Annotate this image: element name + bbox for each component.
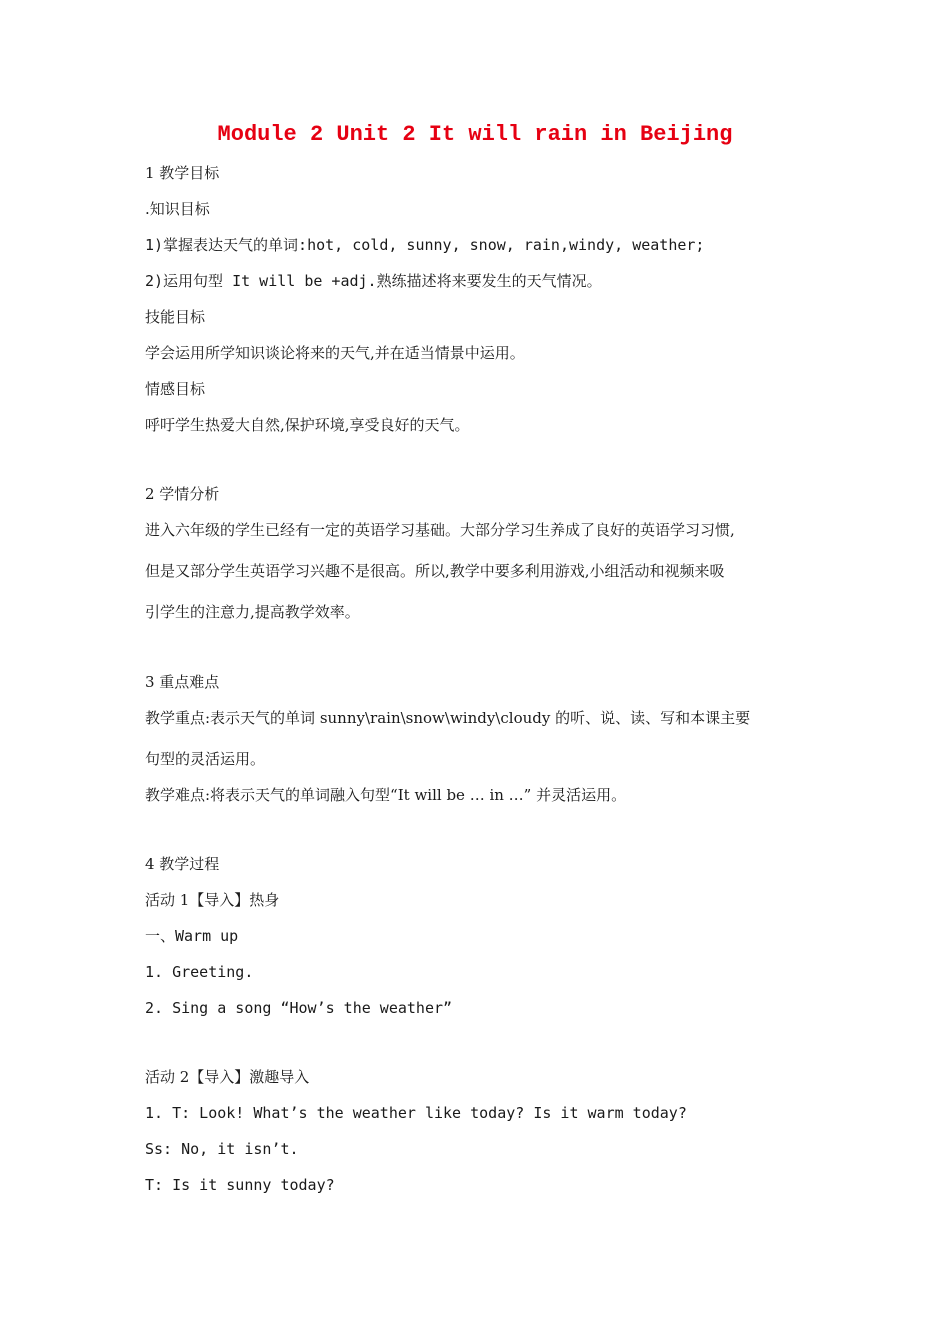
activity-1-label: 活动 1【导入】热身 — [145, 891, 280, 909]
activity-2-teacher-question: T: Is it sunny today? — [145, 1176, 335, 1194]
activity-1-item-1: 1. Greeting. — [145, 963, 254, 981]
section-heading-objectives: 1 教学目标 — [145, 164, 220, 182]
document-title: Module 2 Unit 2 It will rain in Beijing — [217, 122, 733, 147]
emotion-objective-label: 情感目标 — [145, 380, 206, 398]
activity-2-label: 活动 2【导入】激趣导入 — [145, 1068, 310, 1086]
knowledge-objective-item-2: 2)运用句型 It will be +adj.熟练描述将来要发生的天气情况。 — [145, 272, 602, 290]
analysis-paragraph-line-1: 进入六年级的学生已经有一定的英语学习基础。大部分学习生养成了良好的英语学习习惯, — [145, 521, 735, 539]
activity-1-subheading: 一、Warm up — [145, 927, 239, 945]
analysis-paragraph-line-3: 引学生的注意力,提高教学效率。 — [145, 603, 360, 621]
knowledge-objective-item-1: 1)掌握表达天气的单词:hot, cold, sunny, snow, rain,windy, weather; — [145, 236, 705, 254]
difficulty-point: 教学难点:将表示天气的单词融入句型“It will be … in …” 并灵活运用。 — [145, 786, 627, 804]
analysis-paragraph-line-2: 但是又部分学生英语学习兴趣不是很高。所以,教学中要多利用游戏,小组活动和视频来吸 — [145, 562, 725, 580]
activity-2-students-reply: Ss: No, it isn’t. — [145, 1140, 299, 1158]
section-heading-key-points: 3 重点难点 — [145, 673, 220, 691]
activity-2-item-1: 1. T: Look! What’s the weather like today? Is it warm today? — [145, 1104, 687, 1122]
skill-objective-label: 技能目标 — [145, 308, 206, 326]
key-point-line-2: 句型的灵活运用。 — [145, 750, 266, 768]
skill-objective-text: 学会运用所学知识谈论将来的天气,并在适当情景中运用。 — [145, 344, 525, 362]
emotion-objective-text: 呼吁学生热爱大自然,保护环境,享受良好的天气。 — [145, 416, 470, 434]
activity-1-item-2: 2. Sing a song “How’s the weather” — [145, 999, 453, 1017]
section-heading-procedure: 4 教学过程 — [145, 855, 220, 873]
section-heading-analysis: 2 学情分析 — [145, 485, 220, 503]
knowledge-objective-label: .知识目标 — [145, 200, 210, 218]
key-point-line-1: 教学重点:表示天气的单词 sunny\rain\snow\windy\cloudy 的听、说、读、写和本课主要 — [145, 709, 751, 727]
